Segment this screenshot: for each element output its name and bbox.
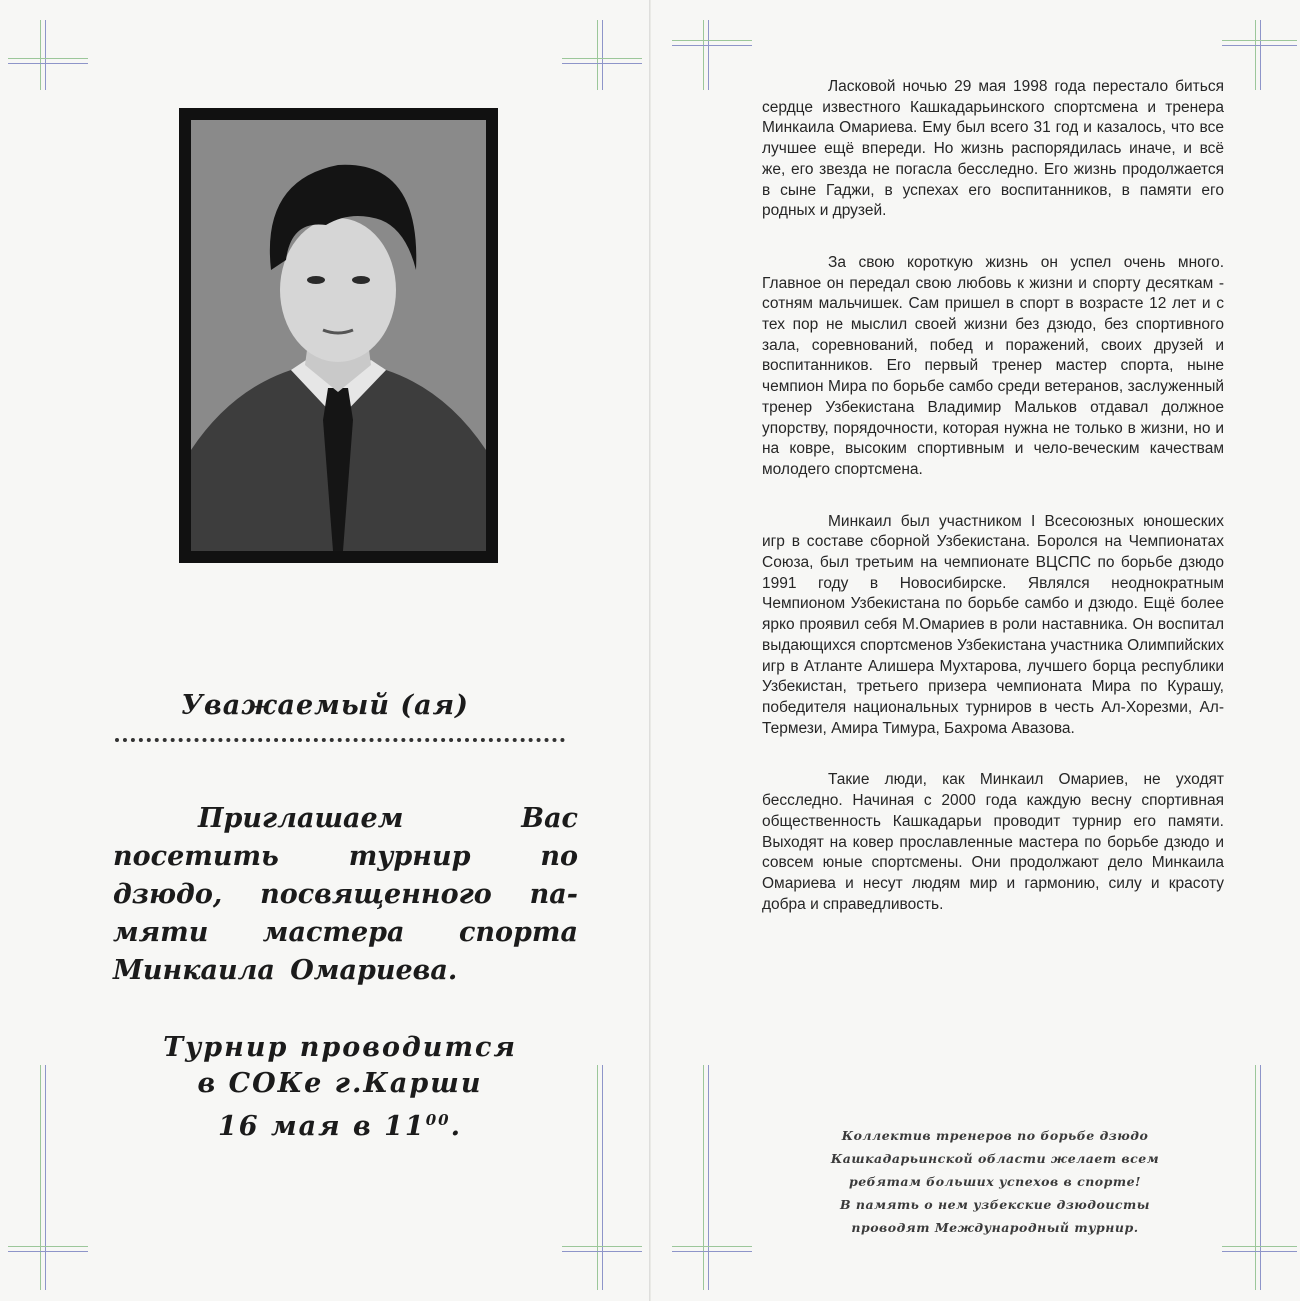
crop-mark — [708, 20, 709, 90]
crop-mark — [8, 1246, 88, 1247]
crop-mark — [1255, 1065, 1256, 1290]
crop-mark — [597, 20, 598, 90]
tournament-info — [0, 1030, 680, 1145]
portrait-figure-icon — [191, 120, 486, 551]
crop-mark — [703, 20, 704, 90]
paragraph: Минкаил был участником I Всесоюзных юношеских игр в составе сборной Узбекистана. Боролся на Чемпионатах Союза, был третьим на чемпионате ВЦСПС по борьбе дзюдо 1991 году в Новосибирске. Являлся неоднократным Чемпионом Узбекистана по борьбе самбо и дзюдо. Ещё более ярко проявил себя М.Омариев в роли наставника. Он воспитал выдающихся спортсменов Узбекистана участника Олимпийских игр в Атланте Алишера Мухтарова, лучшего борца республики Узбекистан, третьего призера чемпионата Мира по Курашу, победителя национальных турниров в честь Ал-Хорезми, Ал-Термези, Амира Тимура, Бахрома Авазова. — [762, 512, 1224, 737]
crop-mark — [562, 1251, 642, 1252]
crop-mark — [1222, 1251, 1297, 1252]
crop-mark — [8, 1251, 88, 1252]
crop-mark — [602, 20, 603, 90]
invite-line: дзюдо, посвященного па- — [113, 879, 578, 910]
footer-line: В память о нем узбекские дзюдоисты — [840, 1197, 1150, 1212]
crop-mark — [672, 40, 752, 41]
crop-mark — [1222, 40, 1297, 41]
crop-mark — [1260, 1065, 1261, 1290]
crop-mark — [597, 1065, 598, 1290]
crop-mark — [45, 20, 46, 90]
crop-mark — [45, 1065, 46, 1290]
crop-mark — [40, 1065, 41, 1290]
invitation-text — [113, 800, 578, 990]
crop-mark — [1255, 20, 1256, 90]
paragraph: Такие люди, как Минкаил Омариев, не уходят бесследно. Начиная с 2000 года каждую весну спортивная общественность Кашкадарьи проводит турнир его памяти. Выходят на ковер прославленные мастера по борьбе дзюдо и совсем юные спортсмены. Они продолжают дело Минкаила Омариева и несут людям мир и гармонию, силу и красоту добра и справедливость. — [762, 771, 1224, 913]
tournament-date-line: 16 мая в $11^{00}$. — [217, 1111, 462, 1142]
invite-line: мяти мастера спорта — [113, 917, 578, 948]
page-fold — [649, 0, 651, 1301]
crop-mark — [562, 58, 642, 59]
crop-mark — [602, 1065, 603, 1290]
time-superscript: 00 — [425, 1111, 451, 1129]
memorial-text — [762, 77, 1224, 946]
footer-line: ребятам больших успехов в спорте! — [848, 1174, 1142, 1189]
footer-dedication — [790, 1124, 1200, 1239]
paragraph: Ласковой ночью 29 мая 1998 года перестало биться сердце известного Кашкадарьинского спортсмена и тренера Минкаила Омариева. Ему был всего 31 год и казалось, что все лучшее ещё впереди. Но жизнь распорядилась иначе, и всё же, его звезда не погасла бесследно. Его жизнь продолжается в сыне Гаджи, в успехах его воспитанников, в памяти его родных и друзей. — [762, 78, 1224, 220]
crop-mark — [1222, 45, 1297, 46]
crop-mark — [1222, 1246, 1297, 1247]
salutation: Уважаемый (ая) — [181, 690, 469, 721]
invite-line: Минкаила Омариева. — [113, 955, 458, 986]
crop-mark — [672, 1246, 752, 1247]
tournament-line: Турнир проводится — [163, 1032, 517, 1063]
crop-mark — [562, 63, 642, 64]
crop-mark — [8, 63, 88, 64]
crop-mark — [8, 58, 88, 59]
memorial-portrait-frame — [179, 108, 498, 563]
crop-mark — [672, 45, 752, 46]
invite-line: Приглашаем Вас — [198, 803, 578, 834]
crop-mark — [708, 1065, 709, 1290]
footer-line: Коллектив тренеров по борьбе дзюдо — [841, 1128, 1149, 1143]
crop-mark — [1260, 20, 1261, 90]
tournament-line: в СОКе г.Карши — [197, 1068, 483, 1099]
portrait-photo — [191, 120, 486, 551]
footer-line: проводят Международный турнир. — [851, 1220, 1139, 1235]
footer-line: Кашкадарьинской области желает всем — [830, 1151, 1160, 1166]
crop-mark — [40, 20, 41, 90]
name-blank-line — [115, 738, 565, 742]
paragraph: За свою короткую жизнь он успел очень много. Главное он передал свою любовь к жизни и спорту десяткам - сотням мальчишек. Сам пришел в спорт в возрасте 12 лет и с тех пор не мыслил своей жизни без дзюдо, без спортивного зала, соревнований, побед и поражений, своих друзей и воспитанников. Его первый тренер мастер спорта, ныне чемпион Мира по борьбе самбо среди ветеранов, заслуженный тренер Узбекистана Владимир Мальков отдавал должное упорству, порядочности, которая нужна не только в жизни, но и на ковре, высоким спортивным и чело-веческим качествам молодего спортсмена. — [762, 253, 1224, 478]
crop-mark — [703, 1065, 704, 1290]
crop-mark — [672, 1251, 752, 1252]
invite-line: посетить турнир по — [113, 841, 578, 872]
crop-mark — [562, 1246, 642, 1247]
